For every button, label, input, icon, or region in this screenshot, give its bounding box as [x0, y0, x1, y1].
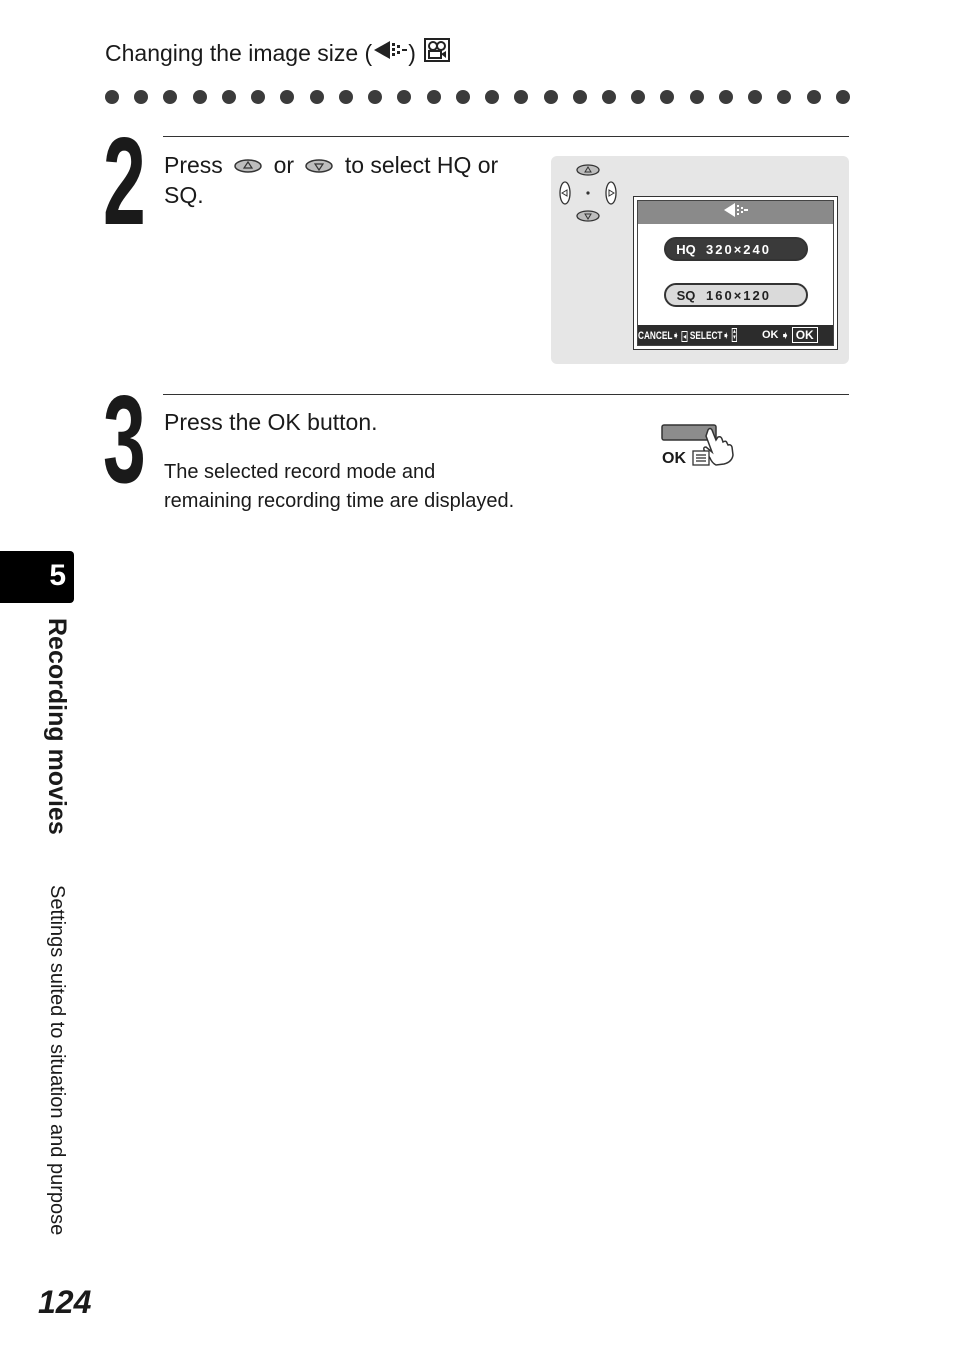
header-title-suffix: ): [408, 39, 416, 66]
option-hq-key: HQ: [676, 241, 696, 257]
lcd-screen: [633, 196, 838, 350]
movie-mode-icon: [424, 38, 450, 68]
arrow-pad-icon: [557, 162, 619, 229]
option-hq[interactable]: [664, 237, 808, 261]
step-2-number: 2: [103, 113, 146, 251]
image-size-icon: [372, 39, 408, 67]
up-down-key-icon: ▴ ▾: [733, 328, 736, 341]
step-2-or: or: [273, 152, 295, 178]
step-3-note-line1: The selected record mode and: [164, 461, 436, 483]
step-3-note: [164, 458, 594, 516]
header-title-prefix: Changing the image size (: [105, 39, 373, 66]
chapter-title: Recording movies: [43, 618, 71, 835]
ok-button-illustration: [660, 422, 740, 472]
ok-label: OK: [762, 329, 779, 341]
step-2-select-text: to select HQ or: [344, 152, 499, 178]
step-3-divider: [163, 394, 849, 395]
ok-key-box: OK: [792, 327, 818, 343]
arrow-right-icon: ➧: [672, 330, 680, 342]
step-2-press: Press: [164, 152, 223, 178]
up-arrow-button-icon: [233, 152, 263, 181]
page-number: 124: [38, 1284, 92, 1320]
lcd-bottom-bar: [638, 325, 833, 345]
step-3-note-line2: remaining recording time are displayed.: [164, 490, 515, 512]
dotted-divider: [105, 90, 850, 106]
down-arrow-button-icon: [304, 152, 334, 181]
page-header: [105, 38, 450, 68]
chapter-tab: [0, 551, 74, 603]
chapter-subtitle: Settings suited to situation and purpose: [46, 885, 68, 1236]
chapter-number: 5: [49, 559, 66, 592]
left-key-icon: ◂: [683, 332, 687, 341]
option-hq-value: 320×240: [706, 241, 771, 257]
step-3-text: Press the OK button.: [164, 409, 378, 435]
select-label: SELECT: [689, 330, 723, 342]
cancel-label: CANCEL: [638, 330, 673, 342]
step-2-divider: [163, 136, 849, 137]
step-3-number: 3: [103, 371, 146, 509]
step-2-line2: SQ.: [164, 182, 204, 209]
option-sq-value: 160×120: [706, 287, 771, 303]
lcd-title-bar: [638, 201, 833, 224]
arrow-right-icon: ➧: [722, 330, 730, 342]
arrow-right-icon: ➧: [780, 329, 790, 342]
ok-button-label: OK: [662, 450, 686, 467]
image-size-icon: [723, 202, 749, 223]
step-2-text: [164, 151, 524, 210]
option-sq[interactable]: [664, 283, 808, 307]
option-sq-key: SQ: [676, 287, 696, 303]
menu-icon: [692, 450, 710, 471]
